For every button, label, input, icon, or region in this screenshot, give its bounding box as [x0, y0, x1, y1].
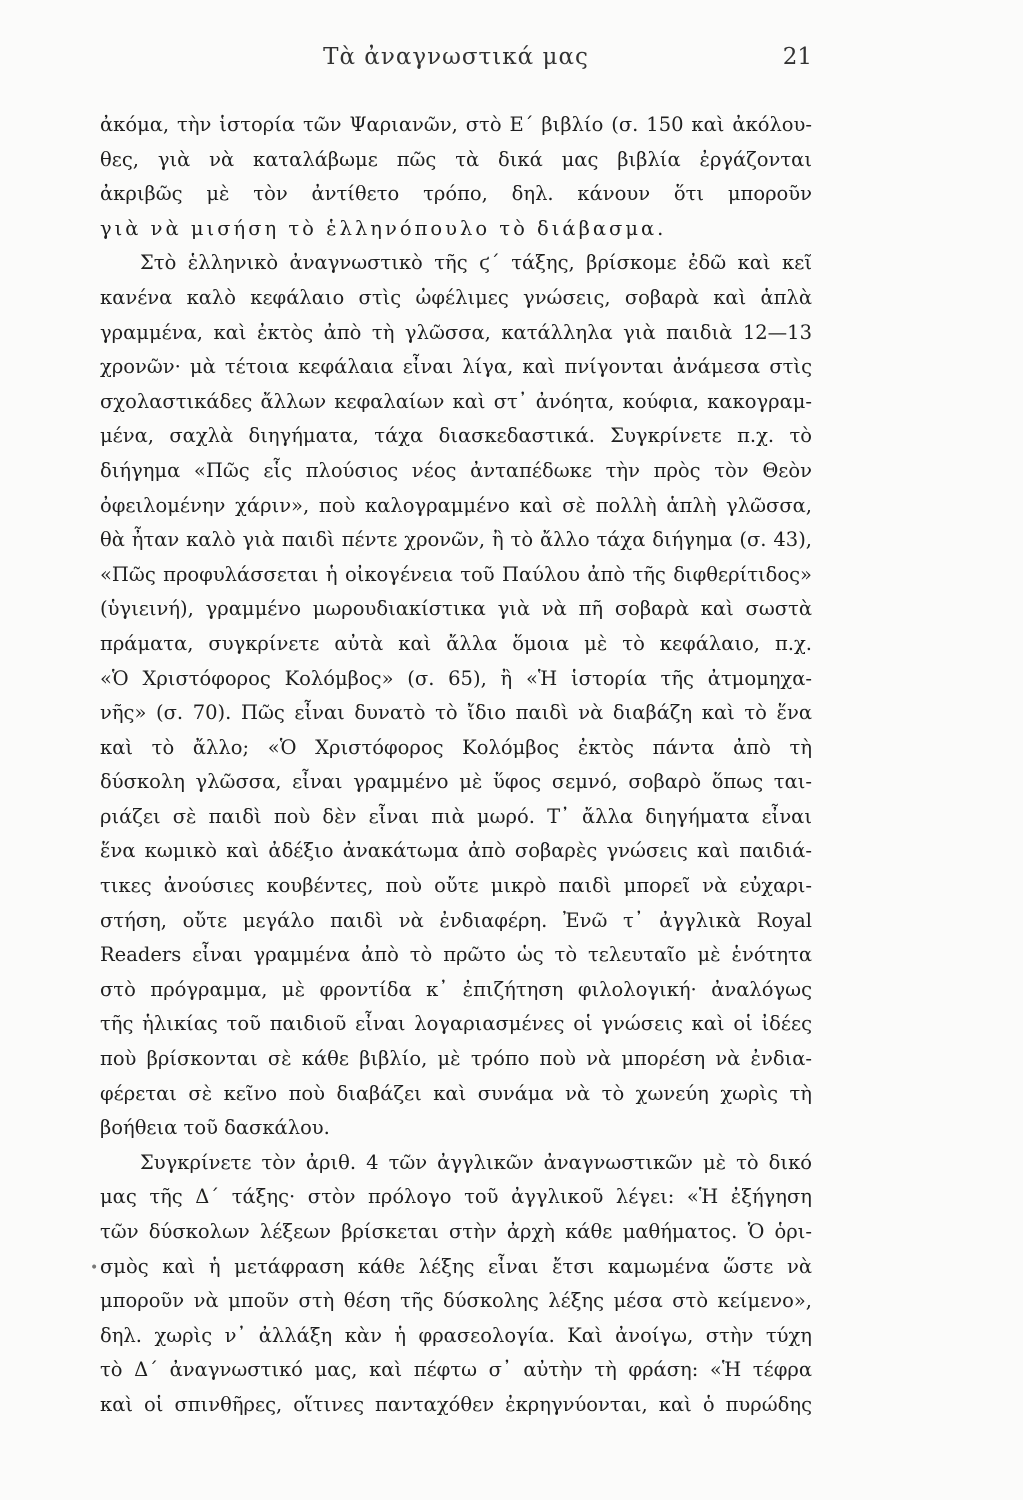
margin-mark: • [90, 1260, 99, 1276]
text-line: κανένα καλὸ κεφάλαιο στὶς ὠφέλιμες γνώσεις, σοβαρὰ καὶ ἁπλὰ [100, 285, 812, 309]
text-line: τικες ἀνούσιες κουβέντες, ποὺ οὔτε μικρὸ παιδὶ μπορεῖ νὰ εὐχαρι- [100, 874, 812, 898]
text-line: μας τῆς Δ΄ τάξης· στὸν πρόλογο τοῦ ἀγγλικοῦ λέγει: «Ἡ ἐξήγηση [100, 1185, 812, 1209]
text-line: μποροῦν νὰ μποῦν στὴ θέση τῆς δύσκολης λέξης μέσα στὸ κείμενο», [100, 1289, 812, 1313]
text-line: γραμμένα, καὶ ἐκτὸς ἀπὸ τὴ γλῶσσα, κατάλληλα γιὰ παιδιὰ 12—13 [100, 320, 812, 344]
text-line: «Ὁ Χριστόφορος Κολόμβος» (σ. 65), ἢ «Ἡ ἱστορία τῆς ἀτμομηχα- [100, 666, 812, 690]
text-line: (ὑγιεινή), γραμμένο μωρουδιακίστικα γιὰ νὰ πῆ σοβαρὰ καὶ σωστὰ [100, 597, 812, 621]
text-line: ἀκόμα, τὴν ἱστορία τῶν Ψαριανῶν, στὸ Ε΄ βιβλίο (σ. 150 καὶ ἀκόλου- [100, 113, 812, 136]
text-line: φέρεται σὲ κεῖνο ποὺ διαβάζει καὶ συνάμα νὰ τὸ χωνεύη χωρὶς τὴ [100, 1081, 812, 1105]
text-line: θὰ ἦταν καλὸ γιὰ παιδὶ πέντε χρονῶν, ἢ τὸ ἄλλο τάχα διήγημα (σ. 43), [100, 528, 812, 552]
text-line: Readers εἶναι γραμμένα ἀπὸ τὸ πρῶτο ὡς τὸ τελευταῖο μὲ ἑνότητα [100, 943, 812, 967]
text-line: ἕνα κωμικὸ καὶ ἀδέξιο ἀνακάτωμα ἀπὸ σοβαρὲς γνώσεις καὶ παιδιά- [100, 839, 812, 863]
text-line: μένα, σαχλὰ διηγήματα, τάχα διασκεδαστικά. Συγκρίνετε π.χ. τὸ [100, 424, 812, 448]
text-line: δύσκολη γλῶσσα, εἶναι γραμμένο μὲ ὕφος σεμνό, σοβαρὸ ὅπως ται- [100, 770, 812, 794]
text-line: δηλ. χωρὶς ν᾿ ἀλλάξη κὰν ἡ φρασεολογία. Καὶ ἀνοίγω, στὴν τύχη [100, 1323, 812, 1347]
text-line: ριάζει σὲ παιδὶ ποὺ δὲν εἶναι πιὰ μωρό. Τ᾿ ἄλλα διηγήματα εἶναι [100, 804, 812, 828]
text-line: χρονῶν· μὰ τέτοια κεφάλαια εἶναι λίγα, καὶ πνίγονται ἀνάμεσα στὶς [100, 355, 812, 379]
page-header [100, 40, 812, 80]
page-number: 21 [782, 44, 812, 70]
running-title: Τὰ ἀναγνωστικά μας [323, 44, 589, 70]
text-line: Στὸ ἑλληνικὸ ἀναγνωστικὸ τῆς ϛ΄ τάξης, βρίσκομε ἐδῶ καὶ κεῖ [140, 251, 812, 275]
text-line: γιὰ νὰ μισήση τὸ ἑλληνόπουλο τὸ διάβασμα. [100, 216, 667, 240]
text-line: σχολαστικάδες ἄλλων κεφαλαίων καὶ στ᾿ ἀνόητα, κούφια, κακογραμ- [100, 389, 812, 413]
text-line: στήση, οὔτε μεγάλο παιδὶ νὰ ἐνδιαφέρη. Ἐνῶ τ᾿ ἀγγλικὰ Royal [100, 908, 812, 932]
text-line: ποὺ βρίσκονται σὲ κάθε βιβλίο, μὲ τρόπο ποὺ νὰ μπορέση νὰ ἐνδια- [100, 1047, 812, 1071]
text-line: διήγημα «Πῶς εἷς πλούσιος νέος ἀνταπέδωκε τὴν πρὸς τὸν Θεὸν [100, 458, 812, 482]
text-line: «Πῶς προφυλάσσεται ἡ οἰκογένεια τοῦ Παύλου ἀπὸ τῆς διφθερίτιδος» [100, 562, 812, 586]
text-line: νῆς» (σ. 70). Πῶς εἶναι δυνατὸ τὸ ἴδιο παιδὶ νὰ διαβάζη καὶ τὸ ἕνα [100, 701, 812, 725]
text-line: Συγκρίνετε τὸν ἀριθ. 4 τῶν ἀγγλικῶν ἀναγνωστικῶν μὲ τὸ δικό [140, 1150, 812, 1174]
text-line: ὀφειλομένην χάριν», ποὺ καλογραμμένο καὶ σὲ πολλὴ ἁπλὴ γλῶσσα, [100, 493, 812, 517]
text-line: τῆς ἡλικίας τοῦ παιδιοῦ εἶναι λογαριασμένες οἱ γνώσεις καὶ οἱ ἰδέες [100, 1012, 812, 1036]
text-line: καὶ οἱ σπινθῆρες, οἵτινες πανταχόθεν ἐκρηγνύονται, καὶ ὁ πυρώδης [100, 1392, 812, 1416]
text-line: ἀκριβῶς μὲ τὸν ἀντίθετο τρόπο, δηλ. κάνουν ὅτι μποροῦν [100, 182, 812, 206]
text-line: τῶν δύσκολων λέξεων βρίσκεται στὴν ἀρχὴ κάθε μαθήματος. Ὁ ὁρι- [100, 1220, 812, 1243]
text-line: πράματα, συγκρίνετε αὐτὰ καὶ ἄλλα ὅμοια μὲ τὸ κεφάλαιο, π.χ. [100, 631, 812, 655]
text-line: καὶ τὸ ἄλλο; «Ὁ Χριστόφορος Κολόμβος ἐκτὸς πάντα ἀπὸ τὴ [100, 735, 812, 759]
text-line: στὸ πρόγραμμα, μὲ φροντίδα κ᾿ ἐπιζήτηση φιλολογική· ἀναλόγως [100, 977, 812, 1001]
body-text [100, 108, 812, 1423]
text-line: σμὸς καὶ ἡ μετάφραση κάθε λέξης εἶναι ἔτσι καμωμένα ὥστε νὰ [100, 1254, 812, 1278]
text-line: βοήθεια τοῦ δασκάλου. [100, 1116, 330, 1140]
text-line: τὸ Δ΄ ἀναγνωστικό μας, καὶ πέφτω σ᾿ αὐτὴν τὴ φράση: «Ἡ τέφρα [100, 1358, 812, 1382]
text-line: θες, γιὰ νὰ καταλάβωμε πῶς τὰ δικά μας βιβλία ἐργάζονται [100, 147, 812, 171]
